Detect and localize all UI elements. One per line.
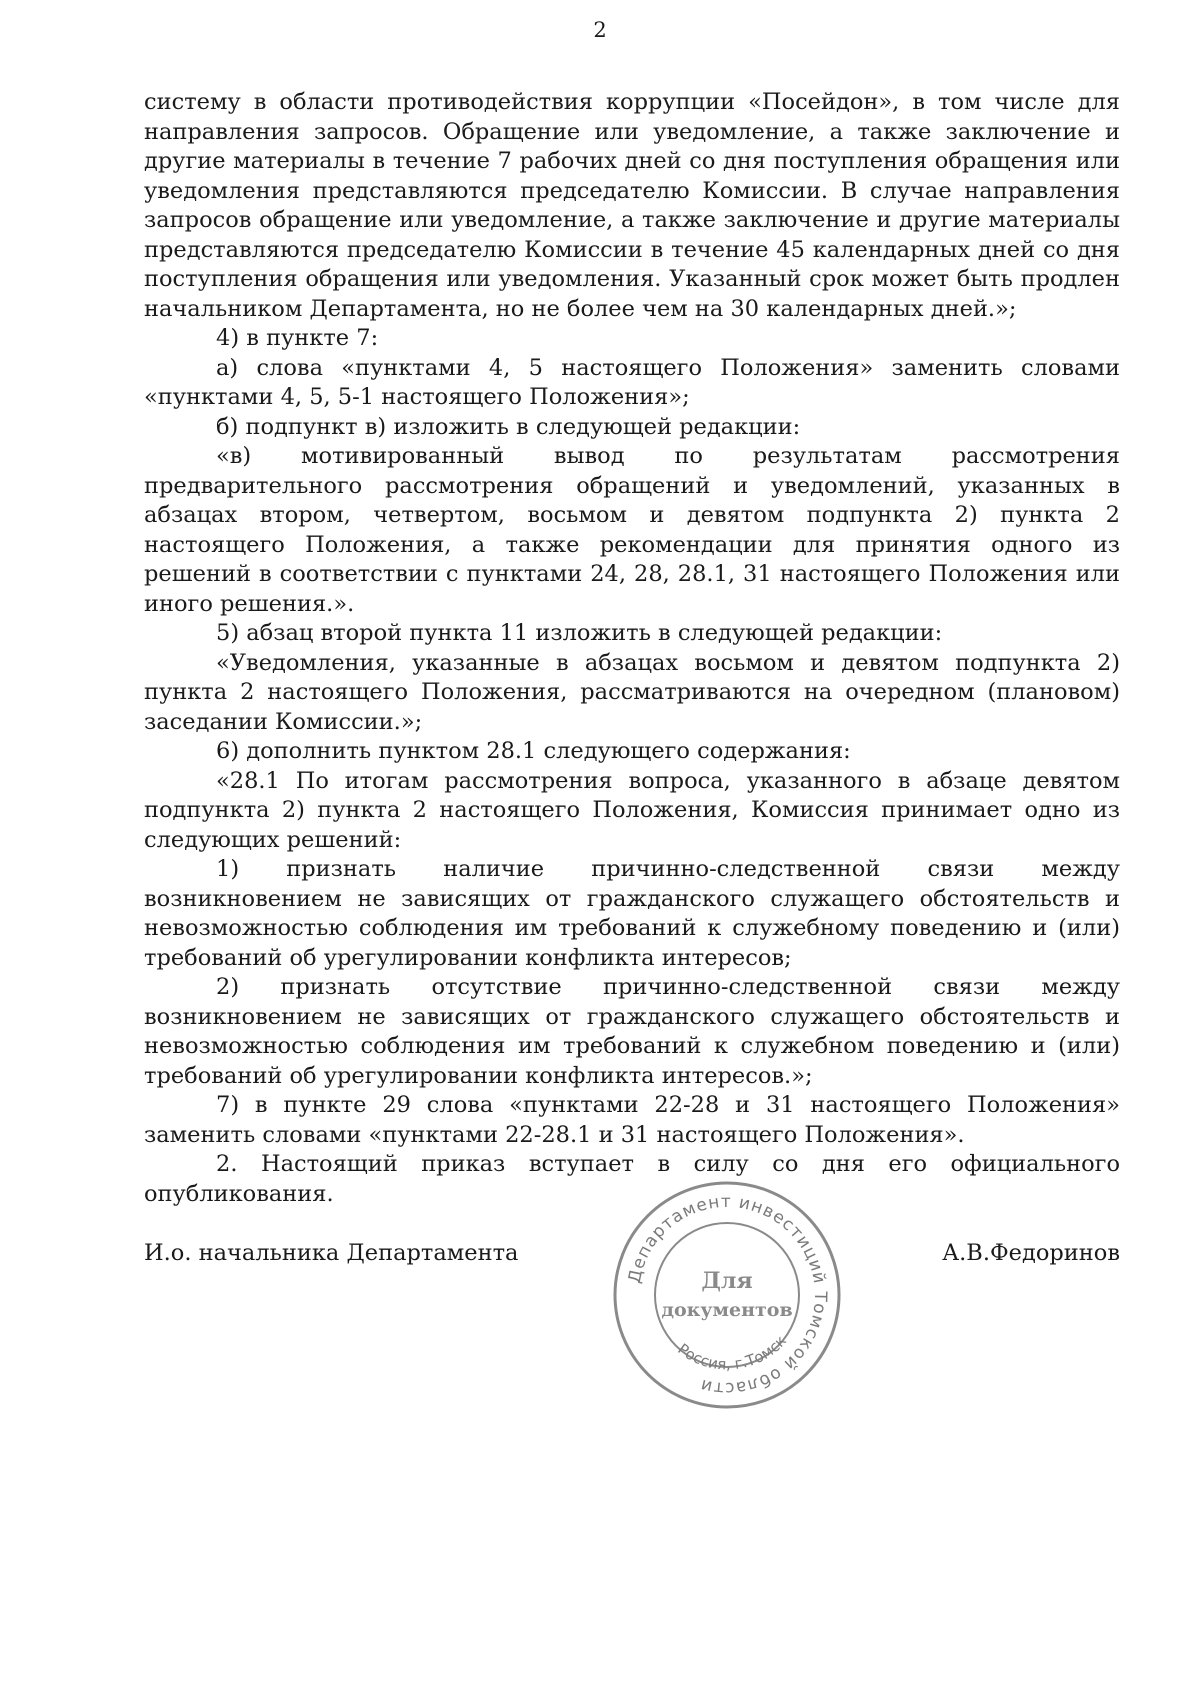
stamp-center-line1: Для <box>701 1268 753 1294</box>
page-number: 2 <box>593 18 607 42</box>
paragraph-quote-28-1: «28.1 По итогам рассмотрения вопроса, указанного в абзаце девятом подпункта 2) пункта 2 настоящего Положения, Комиссия принимает одно из следующих решений: <box>144 767 1120 853</box>
signatory-position: И.о. начальника Департамента <box>144 1240 519 1266</box>
paragraph-item-4a: а) слова «пунктами 4, 5 настоящего Положения» заменить словами «пунктами 4, 5, 5-1 настоящего Положения»; <box>144 354 1120 410</box>
paragraph-decision-2: 2) признать отсутствие причинно-следственной связи между возникновением не зависящих от гражданского служащего обстоятельств и невозможностью соблюдения им требований к служебном поведению и (или) требований об урегулировании конфликта интересов.»; <box>144 974 1120 1089</box>
stamp-bottom-text: Россия, г.Томск <box>674 1331 790 1374</box>
paragraph-item-5: 5) абзац второй пункта 11 изложить в следующей редакции: <box>216 620 943 646</box>
signatory-name: А.В.Федоринов <box>942 1240 1120 1266</box>
paragraph-item-7: 7) в пункте 29 слова «пунктами 22-28 и 31 настоящего Положения» заменить словами «пунктами 22-28.1 и 31 настоящего Положения». <box>144 1092 1120 1148</box>
official-stamp <box>608 1176 846 1414</box>
paragraph-item-4b: б) подпункт в) изложить в следующей редакции: <box>216 413 801 440</box>
paragraph-item-4: 4) в пункте 7: <box>216 325 379 351</box>
paragraph-quote-v: «в) мотивированный вывод по результатам рассмотрения предварительного рассмотрения обращений и уведомлений, указанных в абзацах втором, четвертом, восьмом и девятом подпункта 2) пункта 2 настоящего Положения, а также рекомендации для принятия одного из решений в соответствии с пунктами 24, 28, 28.1, 31 настоящего Положения или иного решения.». <box>144 443 1120 617</box>
stamp-center-line2: документов <box>661 1299 793 1321</box>
stamp-outer-text: Департамент инвестиций Томской области <box>624 1191 831 1399</box>
paragraph-decision-1: 1) признать наличие причинно-следственной связи между возникновением не зависящих от гражданского служащего обстоятельств и невозможностью соблюдения им требований к служебному поведению и (или) требований об урегулировании конфликта интересов; <box>144 856 1120 971</box>
paragraph-effective-date: 2. Настоящий приказ вступает в силу со дня его официального опубликования. <box>144 1151 1120 1207</box>
stamp-outer-ring <box>615 1183 839 1407</box>
paragraph-quote-notifications: «Уведомления, указанные в абзацах восьмом и девятом подпункта 2) пункта 2 настоящего Положения, рассматриваются на очередном (плановом) заседании Комиссии.»; <box>144 649 1120 735</box>
paragraph-item-6: 6) дополнить пунктом 28.1 следующего содержания: <box>216 738 851 764</box>
document-body <box>144 88 1120 1209</box>
paragraph-continuation: систему в области противодействия коррупции «Посейдон», в том числе для направления запросов. Обращение или уведомление, а также заключение и другие материалы в течение 7 рабочих дней со дня поступления обращения или уведомления представляются председателю Комиссии. В случае направления запросов обращение или уведомление, а также заключение и другие материалы представляются председателю Комиссии в течение 45 календарных дней со дня поступления обращения или уведомления. Указанный срок может быть продлен начальником Департамента, но не более чем на 30 календарных дней.»; <box>144 89 1120 322</box>
